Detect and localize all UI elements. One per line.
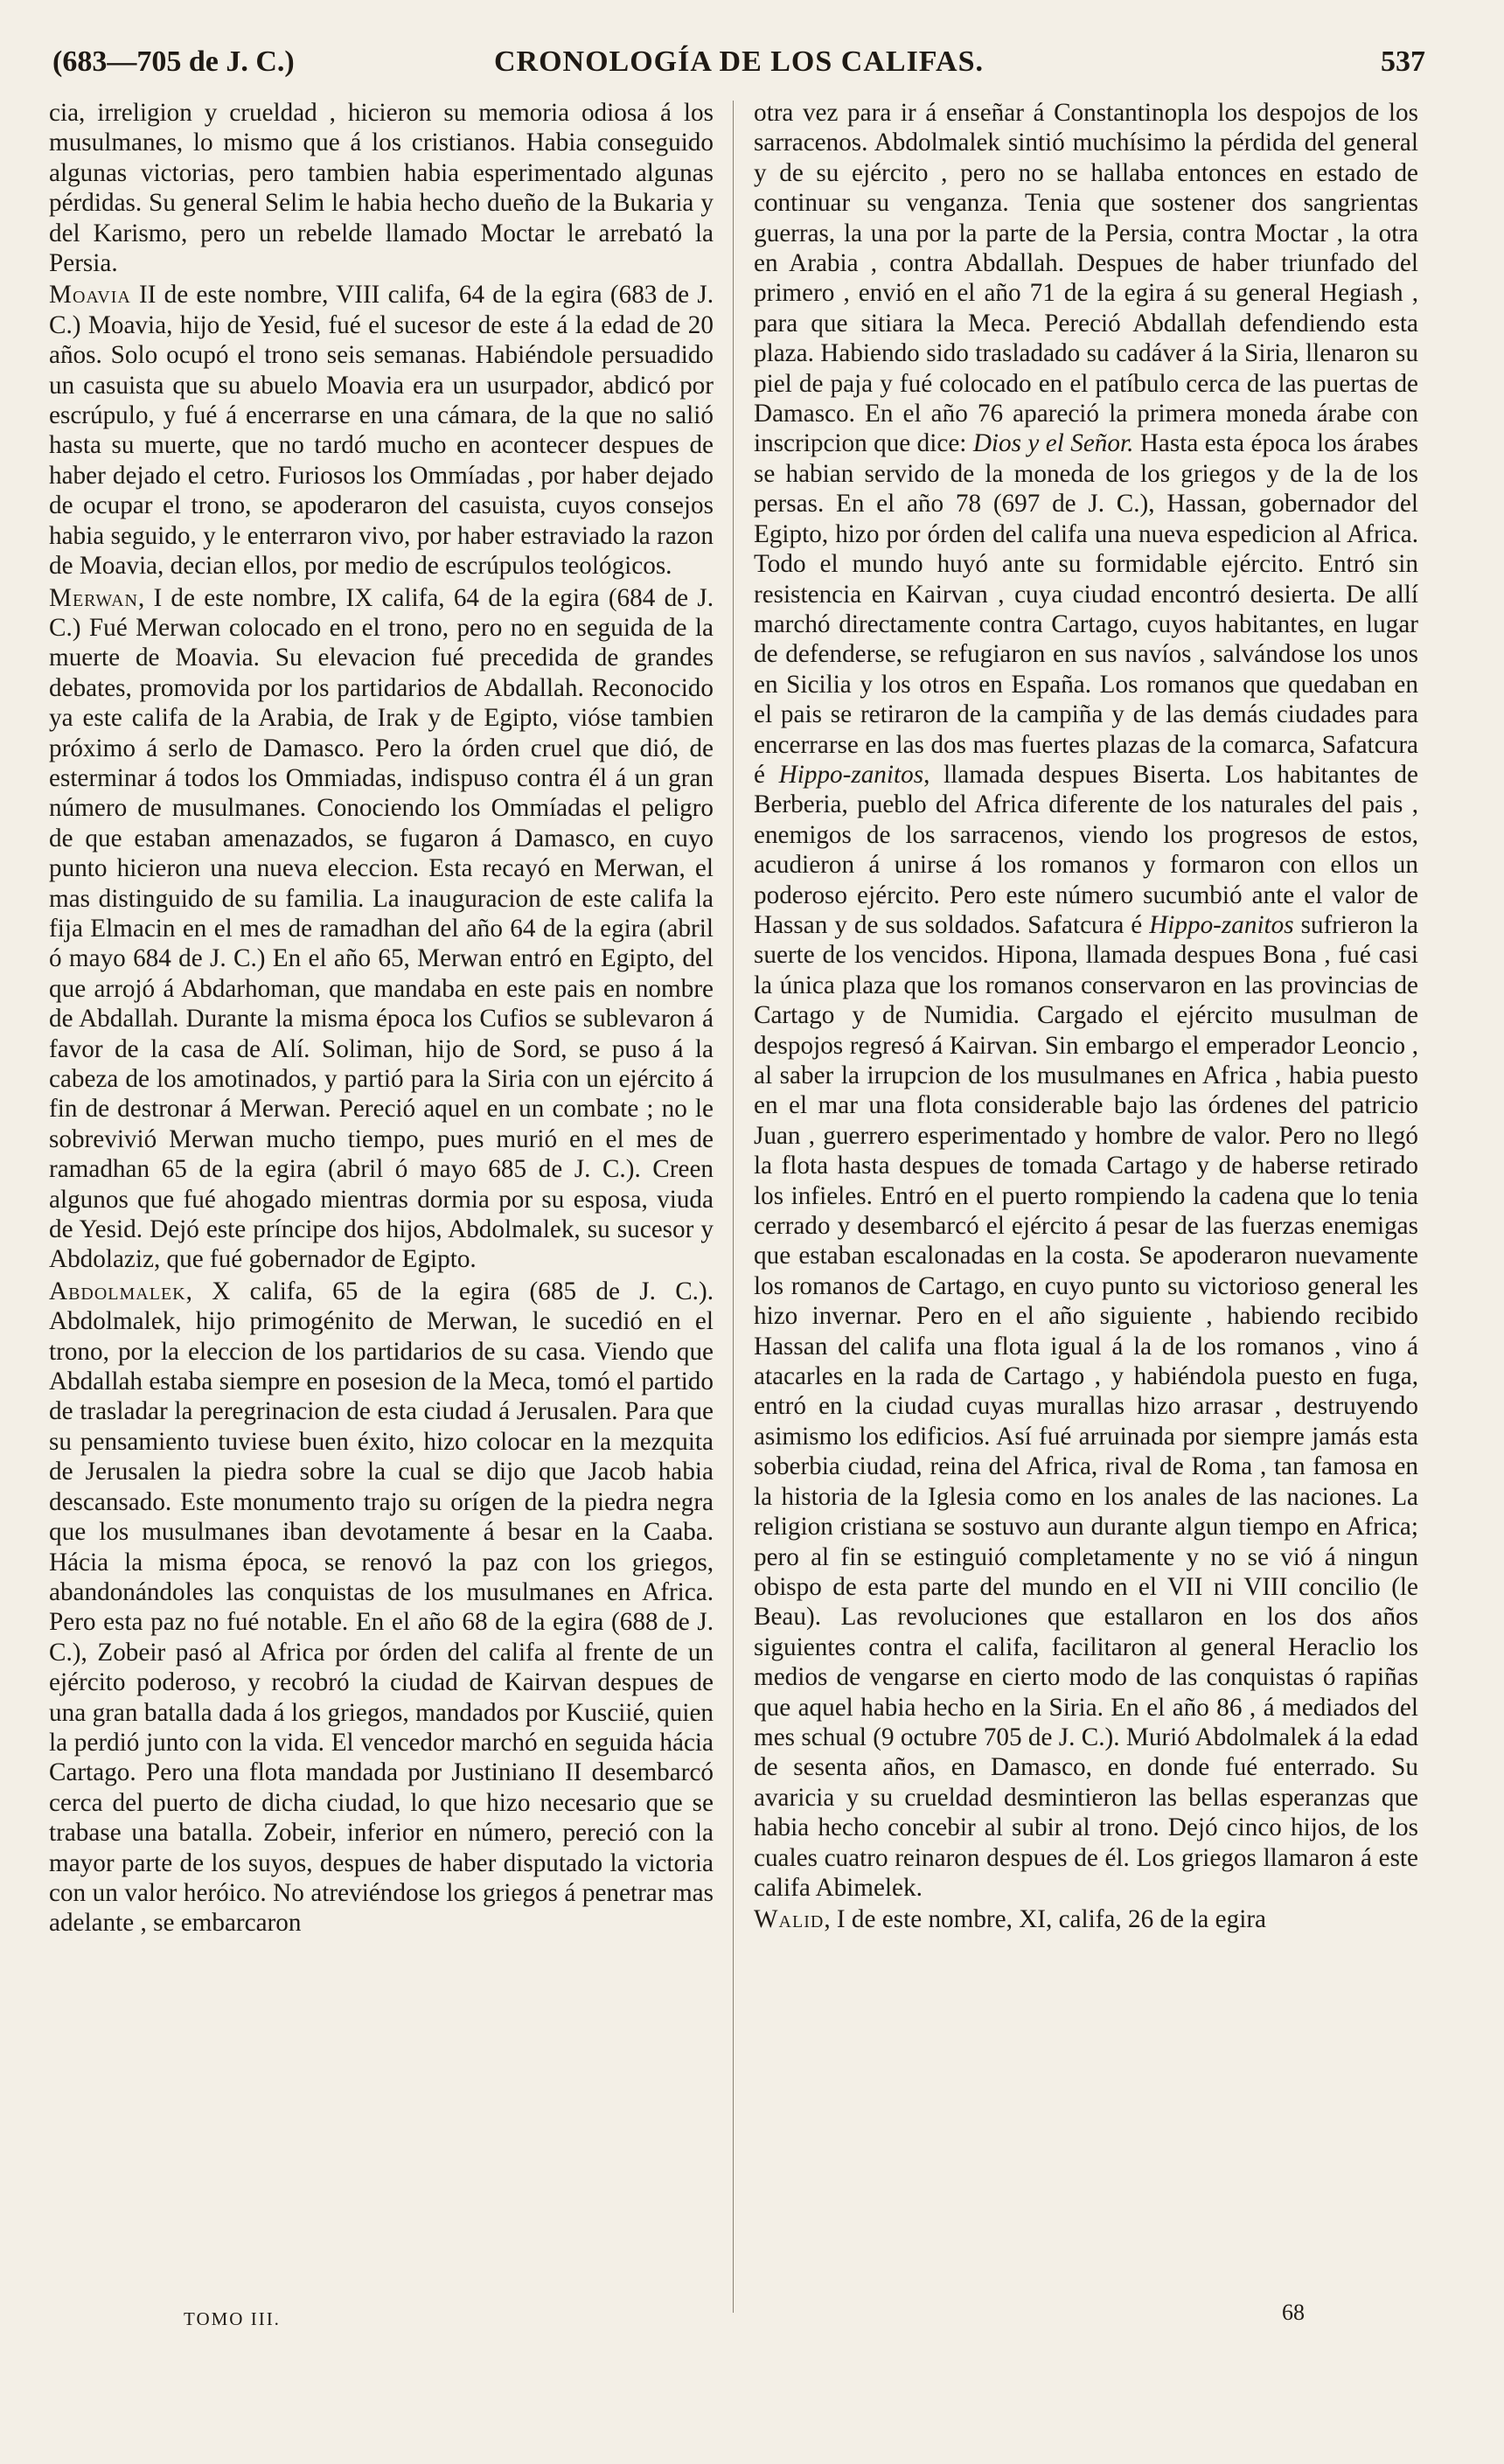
page-number: 537 bbox=[1381, 45, 1425, 78]
entry-heading: Abdolmalek bbox=[49, 1277, 186, 1305]
entry-abdolmalek: Abdolmalek, X califa, 65 de la egira (685 de J. C.). Abdolmalek, hijo primogénito de Merwan, le sucedió en el trono, por la eleccion de los partidarios de su casa. Viendo que Abdallah estaba siempre en posesion de la Meca, tomó el partido de trasladar la peregrinacion de esta ciudad á Jerusalen. Para que su pensamiento tuviese buen éxito, hizo colocar en la mezquita de Jerusalen la piedra sobre la cual se dijo que Jacob habia descansado. Este monumento trajo su orígen de la piedra negra que los musulmanes iban devotamente á besar en la Caaba. Hácia la misma época, se renovó la paz con los griegos, abandonándoles las conquistas de los musulmanes en Africa. Pero esta paz no fué notable. En el año 68 de la egira (688 de J. C.), Zobeir pasó al Africa por órden del califa al frente de un ejército poderoso, y recobró la ciudad de Kairvan despues de una gran batalla dada á los griegos, mandados por Kusciié, quien la perdió junto con la vida. El vencedor marchó en seguida hácia Cartago. Pero una flota mandada por Justiniano II desembarcó cerca del puerto de dicha ciudad, lo que hizo necesario que se trabase una batalla. Zobeir, inferior en número, pereció con la mayor parte de los suyos, despues de haber disputado la victoria con un valor heróico. No atreviéndose los griegos á penetrar mas adelante , se embarcaron bbox=[49, 1277, 714, 1938]
entry-walid: Walid, I de este nombre, XI, califa, 26 de la egira bbox=[754, 1905, 1267, 1934]
column-divider bbox=[733, 101, 734, 2313]
entry-heading: Walid bbox=[754, 1905, 825, 1934]
signature-mark: 68 bbox=[1282, 2300, 1305, 2325]
left-column bbox=[49, 98, 714, 1938]
paragraph: otra vez para ir á enseñar á Constantinopla los despojos de los sarracenos. Abdolmalek sintió muchísimo la pérdida del general y de su ejército , pero no se hallaba entonces en estado de continuar su venganza. Tenia que sostener dos sangrientas guerras, la una por la parte de la Persia, contra Moctar , la otra en Arabia , contra Abdallah. Despues de haber triunfado del primero , envió en el año 71 de la egira á su general Hegiash , para que sitiara la Meca. Pereció Abdallah defendiendo esta plaza. Habiendo sido trasladado su cadáver á la Siria, llenaron su piel de paja y fué colocado en el patíbulo cerca de las puertas de Damasco. En el año 76 apareció la primera moneda árabe con inscripcion que dice: Dios y el Señor. Hasta esta época los árabes se habian servido de la moneda de los griegos y de la de los persas. En el año 78 (697 de J. C.), Hassan, gobernador del Egipto, hizo por órden del califa una nueva espedicion al Africa. Todo el mundo huyó ante su formidable ejército. Entró sin resistencia en Kairvan , cuya ciudad encontró desierta. De allí marchó directamente contra Cartago, cuyos habitantes, en lugar de defenderse, se refugiaron en sus navíos , salvándose los unos en Sicilia y los otros en España. Los romanos que quedaban en el pais se retiraron de la campiña y de las demás ciudades para encerrarse en las dos mas fuertes plazas de la comarca, Safatcura é Hippo-zanitos, llamada despues Biserta. Los habitantes de Berberia, pueblo del Africa diferente de los naturales del pais , enemigos de los sarracenos, viendo los progresos de estos, acudieron á unirse á los romanos y formaron con ellos un poderoso ejército. Pero este número sucumbió ante el valor de Hassan y de sus soldados. Safatcura é Hippo-zanitos sufrieron la suerte de los vencidos. Hipona, llamada despues Bona , fué casi la única plaza que los romanos conservaron en las provincias de Cartago y de Numidia. Cargado el ejército musulman de despojos regresó á Kairvan. Sin embargo el emperador Leoncio , al saber la irrupcion de los musulmanes en Africa , habia puesto en el mar una flota considerable bajo las órdenes del patricio Juan , guerrero esperimentado y hombre de valor. Pero no llegó la flota hasta despues de tomada Cartago y de haberse retirado los infieles. Entró en el puerto rompiendo la cadena que lo tenia cerrado y desembarcó el ejército á pesar de las fuerzas enemigas que estaban escalonadas en la costa. Se apoderaron nuevamente los romanos de Cartago, en cuyo punto su victorioso general les hizo invernar. Pero en el año siguiente , habiendo recibido Hassan del califa una flota igual á la de los romanos , vino á atacarles en la rada de Cartago , y habiéndola puesto en fuga, entró en la ciudad cuyas murallas hizo arrasar , destruyendo asimismo los edificios. Así fué arruinada por siempre jamás esta soberbia ciudad, reina del Africa, rival de Roma , tan famosa en la historia de la Iglesia como en los anales de las naciones. La religion cristiana se sostuvo aun durante algun tiempo en Africa; pero al fin se estinguió completamente y no se vió á ningun obispo de esta parte del mundo en el VII ni VIII concilio (le Beau). Las revoluciones que estallaron en los dos años siguientes contra el califa, facilitaron al general Heraclio los medios de vengarse en cierto modo de las conquistas ó rapiñas que aquel habia hecho en la Siria. En el año 86 , á mediados del mes schual (9 octubre 705 de J. C.). Murió Abdolmalek á la edad de sesenta años, en Damasco, en donde fué enterrado. Su avaricia y su crueldad desmintieron las bellas esperanzas que habia hecho concebir al subir al trono. Dejó cinco hijos, de los cuales cuatro reinaron despues de él. Los griegos llamaron á este califa Abimelek. bbox=[754, 99, 1418, 1902]
volume-label: TOMO III. bbox=[184, 2308, 281, 2329]
right-column bbox=[754, 98, 1418, 1935]
header-title: CRONOLOGÍA DE LOS CALIFAS. bbox=[493, 45, 985, 78]
running-header bbox=[52, 45, 1425, 98]
header-date-range: (683—705 de J. C.) bbox=[52, 45, 295, 78]
entry-moavia: Moavia II de este nombre, VIII califa, 64 de la egira (683 de J. C.) Moavia, hijo de Yesid, fué el sucesor de este á la edad de 20 años. Solo ocupó el trono seis semanas. Habiéndole persuadido un casuista que su abuelo Moavia era un usurpador, abdicó por escrúpulo, y fué á encerrarse en una cámara, de la que no salió hasta su muerte, que no tardó mucho en acontecer despues de haber dejado el cetro. Furiosos los Ommíadas , por haber dejado de ocupar el trono, se apoderaron del casuista, cuyos consejos habia seguido, y le enterraron vivo, por haber estraviado la razon de Moavia, decian ellos, por medio de escrúpulos teológicos. bbox=[49, 281, 714, 581]
entry-heading: Moavia bbox=[49, 281, 131, 310]
paragraph: cia, irreligion y crueldad , hicieron su memoria odiosa á los musulmanes, lo mismo que á los cristianos. Habia conseguido algunas victorias, pero tambien habia esperimentado algunas pérdidas. Su general Selim le habia hecho dueño de la Bukaria y del Karismo, pero un rebelde llamado Moctar le arrebató la Persia. bbox=[49, 99, 714, 278]
entry-heading: Merwan bbox=[49, 583, 138, 612]
entry-merwan: Merwan, I de este nombre, IX califa, 64 de la egira (684 de J. C.) Fué Merwan colocado en el trono, pero no en seguida de la muerte de Moavia. Su elevacion fué precedida de grandes debates, promovida por los partidarios de Abdallah. Reconocido ya este califa de la Arabia, de Irak y de Egipto, vióse tambien próximo á serlo de Damasco. Pero la órden cruel que dió, de esterminar á todos los Ommiadas, indispuso contra él á un gran número de musulmanes. Conociendo los Ommíadas el peligro de que estaban amenazados, se fugaron á Damasco, en cuyo punto hicieron una nueva eleccion. Esta recayó en Merwan, el mas distinguido de su familia. La inauguracion de este califa la fija Elmacin en el mes de ramadhan del año 64 de la egira (abril ó mayo 684 de J. C.) En el año 65, Merwan entró en Egipto, del que arrojó á Abdarhoman, que mandaba en este pais en nombre de Abdallah. Durante la misma época los Cufios se sublevaron á favor de la casa de Alí. Soliman, hijo de Sord, se puso á la cabeza de los amotinados, y partió para la Siria con un ejército á fin de destronar á Merwan. Pereció aquel en un combate ; no le sobrevivió Merwan mucho tiempo, pues murió en el mes de ramadhan 65 de la egira (abril ó mayo 685 de J. C.). Creen algunos que fué ahogado mientras dormia por su esposa, viuda de Yesid. Dejó este príncipe dos hijos, Abdolmalek, su sucesor y Abdolaziz, que fué gobernador de Egipto. bbox=[49, 583, 714, 1274]
